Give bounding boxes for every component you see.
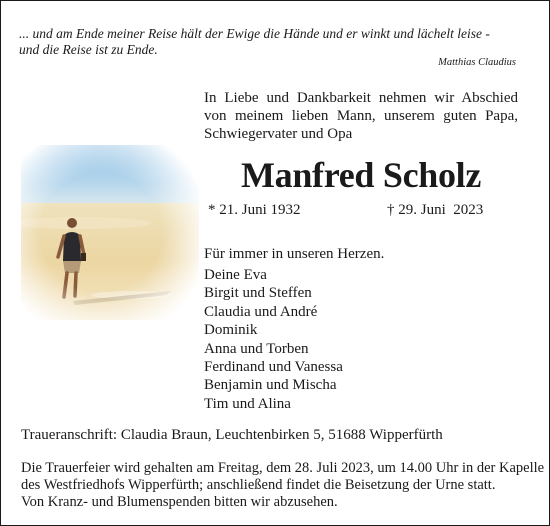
intro-line-2: von meinem lieben Mann, unserem guten Papa, (204, 108, 518, 124)
birth-date: * 21. Juni 1932 (208, 202, 301, 218)
list-item: Tim und Alina (204, 395, 291, 412)
quote (19, 26, 519, 58)
farewell-intro (204, 89, 518, 143)
funeral-line-1: Die Trauerfeier wird gehalten am Freitag, dem 28. Juli 2023, um 14.00 Uhr in der Kapelle (21, 460, 545, 476)
intro-line-3: Schwiegervater und Opa (204, 126, 353, 142)
beach-photo (21, 145, 199, 320)
funeral-line-2: des Westfriedhofs Wipperfürth; anschließend findet die Beisetzung der Urne statt. (21, 477, 496, 493)
list-item: Claudia und André (204, 303, 318, 320)
quote-author: Matthias Claudius (438, 57, 516, 68)
mourners-heading: Für immer in unseren Herzen. (204, 246, 385, 262)
beach-walker-image (21, 145, 199, 320)
quote-line-1: ... und am Ende meiner Reise hält der Ewige die Hände und er winkt und lächelt leise - (19, 26, 490, 41)
list-item: Deine Eva (204, 267, 267, 283)
intro-line-1: In Liebe und Dankbarkeit nehmen wir Abschied (204, 90, 518, 106)
list-item: Ferdinand und Vanessa (204, 359, 343, 376)
list-item: Birgit und Steffen (204, 285, 312, 302)
mourning-address: Traueranschrift: Claudia Braun, Leuchtenbirken 5, 51688 Wipperfürth (21, 427, 443, 443)
deceased-name: Manfred Scholz (240, 155, 482, 195)
funeral-info (21, 460, 545, 511)
funeral-line-3: Von Kranz- und Blumenspenden bitten wir abzusehen. (21, 494, 338, 510)
list-item: Benjamin und Mischa (204, 377, 337, 394)
list-item: Dominik (204, 322, 258, 339)
list-item: Anna und Torben (204, 340, 309, 357)
mourners-list (204, 266, 343, 413)
death-date: † 29. Juni 2023 (387, 202, 484, 218)
quote-line-2: und die Reise ist zu Ende. (19, 42, 158, 57)
